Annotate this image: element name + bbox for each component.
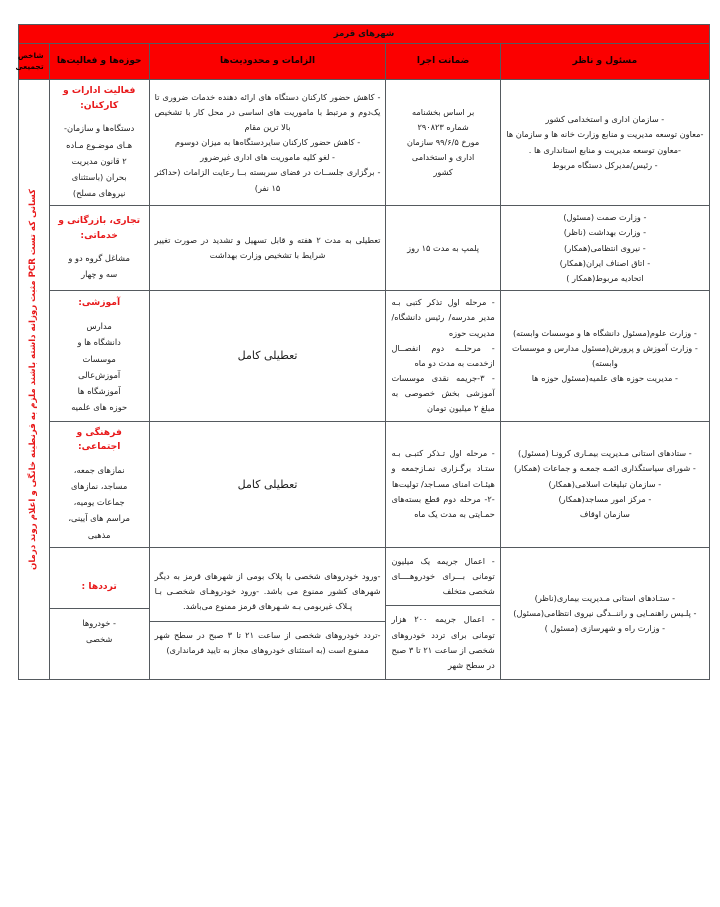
cell-guarantee-4 [386, 421, 500, 547]
type-line: حوزه های علمیه [71, 402, 128, 413]
responsible-item: - وزارت علوم(مسئول دانشگاه ها و موسسات وابسته) [512, 327, 697, 338]
type-heading-block [50, 574, 149, 608]
type-line: جماعات یومیه، [73, 497, 125, 508]
cell-type-2 [49, 206, 149, 291]
type-heading: فعالیت ادارات و کارکنان: [62, 85, 136, 111]
rule-item: - برگزاری جلســات در فضای سربسته بــا رعایت الزامات (حداکثر ۱۵ نفر) [154, 167, 381, 193]
responsible-item: - ستادهای استانی مـدیریت بیمـاری کرونـا (مسئول) [518, 448, 692, 459]
table-row [19, 547, 710, 679]
type-body-block [50, 608, 149, 653]
type-line: مساجد، نمازهای [71, 481, 128, 492]
table-row [19, 206, 710, 291]
cell-rules-4: تعطیلی کامل [149, 421, 386, 547]
cell-guarantee-1 [386, 80, 500, 206]
cell-responsible-2 [500, 206, 709, 291]
guarantee-line: کشور [433, 167, 453, 178]
rule-item: - لغو کلیه ماموریت های اداری غیرضرور [200, 152, 336, 163]
type-line: دانشگاه ها و [77, 337, 121, 348]
rule-block: -ورود خودروهای شخصی با پلاک بومی از شهرهای قرمز به دیگر شهرهای کشور ممنوع می باشد. -ورود خودروهـای شخصـی بـا پـلاک غیربومی بـه شـهرهای قرمز ممنوع می‌باشد. [154, 571, 381, 612]
type-line: شخصی [85, 633, 113, 644]
cell-type-3 [49, 291, 149, 421]
type-line: مذهبی [87, 529, 111, 540]
cell-type-1 [49, 80, 149, 206]
responsible-item: - مدیریت حوزه های علمیه(مسئول حوزه ها [531, 373, 678, 384]
type-line: مراسم های آیینی، [68, 513, 131, 524]
type-heading: آموزشی: [78, 297, 121, 309]
vertical-side-label-cell [19, 80, 50, 680]
cell-responsible-3 [500, 291, 709, 421]
type-line: مشاغل گروه دو و [68, 253, 130, 264]
col-header-responsible: مسئول و ناظر [500, 44, 709, 80]
guarantee-line: - ۳-جریمه نقدی موسسات آموزشی بخش خصوصی به مبلغ ۲ میلیون تومان [391, 373, 495, 414]
type-line: آموزش‌عالی [78, 369, 121, 380]
cell-responsible-4 [500, 421, 709, 547]
responsible-item: - اتاق اصناف ایران(همکار) [559, 257, 651, 268]
responsible-item: - وزارت آموزش و پرورش(مسئول مدارس و موسسات وابسته) [511, 342, 698, 368]
responsible-item: - شورای سیاستگذاری ائمـه جمعـه و جماعات (همکار) [513, 463, 696, 474]
rule-item: تعطیلی به مدت ۲ هفته و قابل تسهیل و تشدید در صورت تغییر شرایط با تشخیص وزارت بهداشت [154, 235, 381, 261]
restrictions-table [15, 24, 710, 680]
type-line: مدارس [86, 321, 112, 332]
rule-block: -تردد خودروهای شخصی از ساعت ۲۱ تا ۳ صبح در سطح شهر ممنوع است (به استثنای خودروهای مجاز به تایید فرمانداری) [150, 621, 386, 664]
cell-rules-1 [149, 80, 386, 206]
cell-type-4 [49, 421, 149, 547]
guarantee-line: شماره ۲۹۰۸۲۳ [417, 121, 469, 132]
type-line: موسسات [82, 353, 116, 364]
col-header-index-line1: شاخص [17, 51, 44, 61]
type-line: دستگاه‌ها و سازمان- [63, 123, 135, 134]
guarantee-line: - مرحله اول تـذکر کتبـی بـه ستـاد برگـزاری نمـازجمعه و هیئـات امنای مسـاجد/ تولیت‌ها [391, 448, 495, 489]
cell-rules-3: تعطیلی کامل [149, 291, 386, 421]
type-line: سه و چهار [81, 269, 118, 280]
col-header-rules: الزامات و محدودیت‌ها [149, 44, 386, 80]
type-line: نمازهای جمعه، [73, 464, 125, 475]
rule-item: - کاهش حضور کارکنان سایردستگاه‌ها به میزان دوسوم [174, 137, 361, 148]
responsible-item: - سازمان تبلیغات اسلامی(همکار) [548, 478, 662, 489]
type-line: - خودروها [82, 617, 116, 628]
type-line: آموزشگاه ها [77, 385, 121, 396]
table-header [15, 25, 710, 80]
guarantee-block: - اعمال جریمه ۲۰۰ هزار تومانی برای تردد خودروهای شخصی از ساعت ۲۱ تا ۳ صبح در سطح شهر [386, 605, 499, 679]
cell-guarantee-3 [386, 291, 500, 421]
type-heading: تجاری، بازرگانی و خدماتی: [58, 214, 141, 241]
banner-row [19, 25, 710, 44]
cell-rules-2 [149, 206, 386, 291]
banner-title: شهرهای قرمز [19, 25, 710, 44]
responsible-item: - وزارت راه و شهرسازی (مسئول ) [544, 623, 666, 634]
col-header-index [15, 44, 50, 80]
col-header-guarantee: ضمانت اجرا [386, 44, 500, 80]
guarantee-line: - مرحلــه دوم انفصــال ازخدمت به مدت دو ماه [391, 342, 495, 368]
guarantee-line: -۲- مرحله دوم قطع بسته‌های حمـایتی به مدت یک ماه [391, 493, 495, 519]
responsible-item: سازمان اوقاف [579, 508, 630, 519]
table-body [19, 80, 710, 680]
responsible-item: - ستـادهای استانی مـدیریت بیماری(ناظر) [534, 592, 676, 603]
guarantee-line: پلمپ به مدت ۱۵ روز [407, 242, 480, 253]
type-line: بحران (باستثنای [71, 171, 127, 182]
cell-type-5 [49, 547, 149, 679]
responsible-item: - مرکز امور مساجد(همکار) [558, 493, 652, 504]
cell-guarantee-5 [386, 547, 500, 679]
responsible-item: -معاون توسعه مدیریت و منابع استانداری ها . [528, 144, 681, 155]
cell-rules-5 [149, 547, 386, 679]
guarantee-block: - اعمال جریمه یک میلیون تومانی بـــرای خودروهــــای شخصی متخلف [391, 555, 495, 597]
responsible-item: - نیروی انتظامی(همکار) [564, 242, 646, 253]
type-heading: ترددها : [81, 580, 117, 592]
responsible-item: - وزارت بهداشت (ناظر) [563, 227, 647, 238]
col-header-type: حوزه‌ها و فعالیت‌ها [49, 44, 149, 80]
guarantee-line: بر اساس بخشنامه [411, 106, 475, 117]
cell-responsible-1 [500, 80, 709, 206]
table-row [19, 80, 710, 206]
table-row [19, 291, 710, 421]
type-heading: فرهنگی و اجتماعی: [76, 426, 122, 453]
type-line: هـای موضـوع مـاده [66, 139, 133, 150]
cell-responsible-5 [500, 547, 709, 679]
guarantee-line: - مرحله اول تذکر کتبی بـه مدیر مدرسه/ رئیس دانشگاه/ مدیریت حوزه [391, 297, 495, 338]
guarantee-line: اداری و استخدامی [411, 152, 475, 163]
vertical-side-label: کسانی که تست PCR مثبت روزانه داشته باشند ملزم به قرنطینه خانگی و اعلام روند درمان [28, 189, 39, 571]
responsible-item: - پلـیس راهنمـایی و راننــدگی نیروی انتظامی(مسئول) [513, 607, 697, 618]
col-header-index-line2: تجمیعی [15, 61, 44, 71]
responsible-item: - رئیس/مدیرکل دستگاه مربوط [552, 159, 658, 170]
type-line: نیروهای مسلح) [72, 188, 126, 199]
table-row [19, 421, 710, 547]
responsible-item: - وزارت صمت (مسئول) [563, 212, 647, 223]
guarantee-line: مورخ ۹۹/۶/۵ سازمان [406, 137, 480, 148]
responsible-item: - سازمان اداری و استخدامی کشور [545, 114, 665, 125]
type-line: ۲ قانون مدیریت [71, 155, 127, 166]
rule-item: - کاهش حضور کارکنان دستگاه های ارائه دهنده خدمات ضروری تا یک‌دوم و مرتبط با ماموریت های اساسی در محل کار با تشخیص بالا ترین مقام [154, 91, 381, 132]
responsible-item: اتحادیه مربوط(همکار ) [566, 272, 644, 283]
responsible-item: -معاون توسعه مدیریت و منابع وزارت خانه ها و سازمان ها [506, 129, 704, 140]
cell-guarantee-2 [386, 206, 500, 291]
column-header-row [19, 44, 710, 80]
